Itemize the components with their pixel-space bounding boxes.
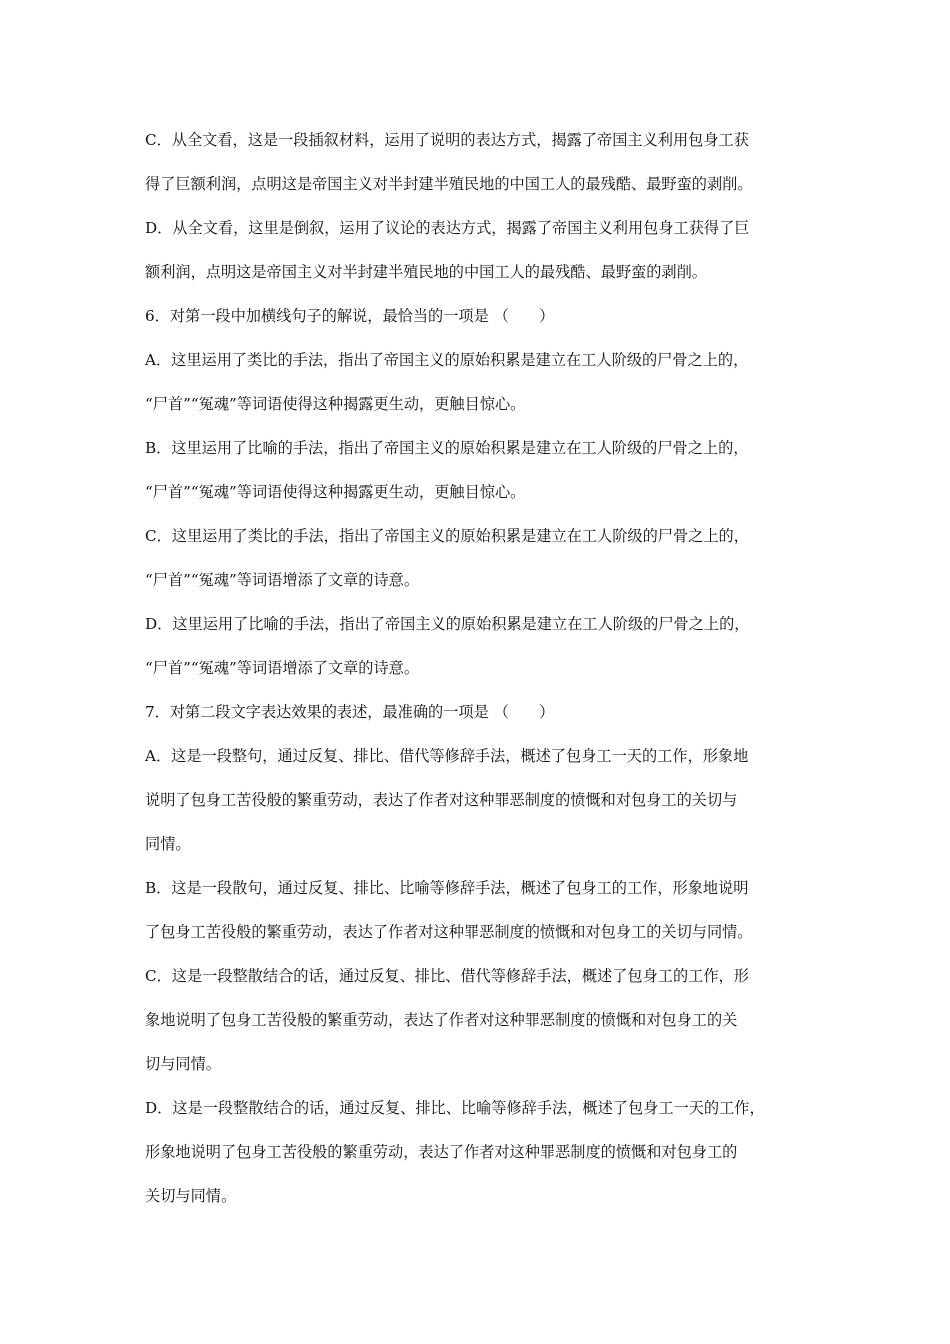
option-a-q7-line-2: 说明了包身工苦役般的繁重劳动，表达了作者对这种罪恶制度的愤慨和对包身工的关切与 xyxy=(145,791,738,809)
option-c-q7-line-2: 象地说明了包身工苦役般的繁重劳动，表达了作者对这种罪恶制度的愤慨和对包身工的关 xyxy=(145,1011,738,1029)
option-a-q6-line-2: “尸首”“冤魂”等词语使得这种揭露更生动，更触目惊心。 xyxy=(145,395,526,413)
option-d-q5-line-2: 额利润，点明这是帝国主义对半封建半殖民地的中国工人的最残酷、最野蛮的剥削。 xyxy=(145,263,707,281)
option-c-q5-line-2: 得了巨额利润，点明这是帝国主义对半封建半殖民地的中国工人的最残酷、最野蛮的剥削。 xyxy=(145,175,753,193)
option-b-q7-line-1: B．这是一段散句，通过反复、排比、比喻等修辞手法，概述了包身工的工作，形象地说明 xyxy=(145,879,749,897)
option-a-q6-line-1: A．这里运用了类比的手法，指出了帝国主义的原始积累是建立在工人阶级的尸骨之上的， xyxy=(145,351,749,369)
option-d-q5-line-1: D．从全文看，这里是倒叙，运用了议论的表达方式，揭露了帝国主义利用包身工获得了巨 xyxy=(145,219,750,237)
option-d-q7-line-1: D．这是一段整散结合的话，通过反复、排比、比喻等修辞手法，概述了包身工一天的工作， xyxy=(145,1099,765,1117)
option-c-q7-line-1: C．这是一段整散结合的话，通过反复、排比、借代等修辞手法，概述了包身工的工作，形 xyxy=(145,967,749,985)
option-c-q7-line-3: 切与同情。 xyxy=(145,1055,221,1073)
option-a-q7-line-1: A．这是一段整句，通过反复、排比、借代等修辞手法，概述了包身工一天的工作，形象地 xyxy=(145,747,749,765)
question-7-stem: 7．对第二段文字表达效果的表述，最准确的一项是 （ ） xyxy=(145,703,555,721)
option-b-q6-line-2: “尸首”“冤魂”等词语使得这种揭露更生动，更触目惊心。 xyxy=(145,483,526,501)
option-b-q6-line-1: B．这里运用了比喻的手法，指出了帝国主义的原始积累是建立在工人阶级的尸骨之上的， xyxy=(145,439,749,457)
document-body xyxy=(145,118,810,1218)
option-d-q6-line-2: “尸首”“冤魂”等词语增添了文章的诗意。 xyxy=(145,659,420,677)
option-c-q6-line-2: “尸首”“冤魂”等词语增添了文章的诗意。 xyxy=(145,571,420,589)
option-a-q7-line-3: 同情。 xyxy=(145,835,191,853)
option-c-q5-line-1: C．从全文看，这是一段插叙材料，运用了说明的表达方式，揭露了帝国主义利用包身工获 xyxy=(145,131,749,149)
question-6-stem: 6．对第一段中加横线句子的解说，最恰当的一项是 （ ） xyxy=(145,307,555,325)
option-c-q6-line-1: C．这里运用了类比的手法，指出了帝国主义的原始积累是建立在工人阶级的尸骨之上的， xyxy=(145,527,749,545)
option-b-q7-line-2: 了包身工苦役般的繁重劳动，表达了作者对这种罪恶制度的愤慨和对包身工的关切与同情。 xyxy=(145,923,753,941)
option-d-q7-line-3: 关切与同情。 xyxy=(145,1187,237,1205)
option-d-q6-line-1: D．这里运用了比喻的手法，指出了帝国主义的原始积累是建立在工人阶级的尸骨之上的， xyxy=(145,615,750,633)
option-d-q7-line-2: 形象地说明了包身工苦役般的繁重劳动，表达了作者对这种罪恶制度的愤慨和对包身工的 xyxy=(145,1143,738,1161)
